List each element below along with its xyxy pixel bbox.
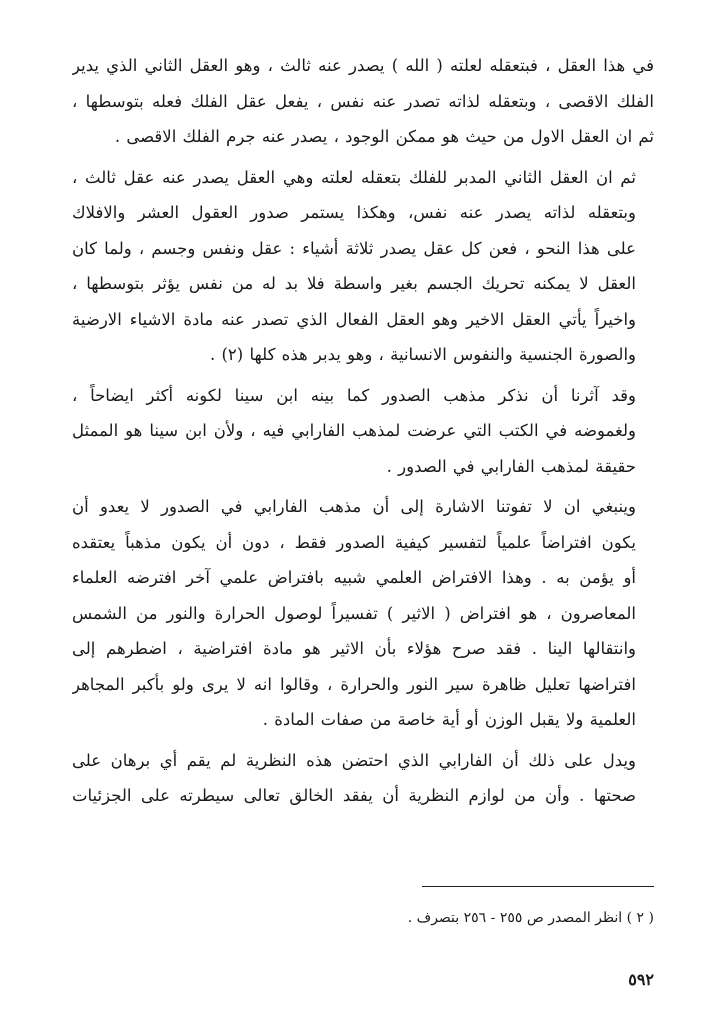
text-line: العقل لا يمكنه تحريك الجسم بغير واسطة فلا بد له من نفس يؤثر بتوسطها ، <box>72 274 636 293</box>
page-number: ٥٩٢ <box>628 970 654 989</box>
text-line: وقد آثرنا أن نذكر مذهب الصدور كما بينه ابن سينا لكونه أكثر ايضاحاً ، <box>72 385 636 405</box>
text-line: ثم ان العقل الثاني المدبر للفلك بتعقله لعلته وهي العقل يصدر عنه عقل ثالث ، <box>72 167 636 187</box>
footnote-divider <box>422 886 654 887</box>
text-line: أو يؤمن به . وهذا الافتراض العلمي شبيه بافتراض علمي آخر افترضه العلماء <box>72 568 636 587</box>
text-line: ولغموضه في الكتب التي عرضت لمذهب الفارابي فيه ، ولأن ابن سينا هو الممثل <box>72 421 636 440</box>
text-line: صحتها . وأن من لوازم النظرية أن يفقد الخالق تعالى سيطرته على الجزئيات <box>72 786 636 805</box>
paragraph-2 <box>72 160 654 373</box>
paragraph-5 <box>72 743 654 814</box>
text-line: حقيقة لمذهب الفارابي في الصدور . <box>386 456 636 476</box>
footnote: ( ٢ ) انظر المصدر ص ٢٥٥ - ٢٥٦ بتصرف . <box>407 910 654 926</box>
paragraph-4 <box>72 489 654 738</box>
paragraph-3 <box>72 378 654 485</box>
text-line: يكون افتراضاً علمياً لتفسير كيفية الصدور فقط ، دون أن يكون مذهباً يعتقده <box>72 532 636 552</box>
text-line: المعاصرون ، هو افتراض ( الاثير ) تفسيراً لوصول الحرارة والنور من الشمس <box>72 603 636 623</box>
text-line: وينبغي ان لا تفوتنا الاشارة إلى أن مذهب الفارابي في الصدور لا يعدو أن <box>72 497 636 516</box>
text-line: ويدل على ذلك أن الفارابي الذي احتضن هذه النظرية لم يقم أي برهان على <box>72 750 636 770</box>
text-line: في هذا العقل ، فبتعقله لعلته ( الله ) يصدر عنه ثالث ، وهو العقل الثاني الذي يدير <box>72 56 654 75</box>
text-line: والصورة الجنسية والنفوس الانسانية ، وهو يدبر هذه كلها (٢) . <box>209 345 636 364</box>
paragraph-1 <box>72 48 654 155</box>
book-page <box>72 48 654 989</box>
text-line: على هذا النحو ، فعن كل عقل يصدر ثلاثة أشياء : عقل ونفس وجسم ، ولما كان <box>72 238 636 258</box>
text-line: افتراضها تعليل ظاهرة سير النور والحرارة ، وقالوا انه لا يرى ولو بأكبر المجاهر <box>72 674 636 694</box>
text-line: العلمية ولا يقبل الوزن أو أية خاصة من صفات المادة . <box>262 710 636 729</box>
text-line: وانتقالها الينا . فقد صرح هؤلاء بأن الاثير هو مادة افتراضية ، اضطرهم إلى <box>72 639 636 658</box>
text-line: واخيراً يأتي العقل الاخير وهو العقل الفعال الذي تصدر عنه مادة الاشياء الارضية <box>72 309 636 329</box>
text-line: الفلك الاقصى ، وبتعقله لذاته تصدر عنه نفس ، يفعل عقل الفلك فعله بتوسطها ، <box>72 91 654 111</box>
text-line: ثم ان العقل الاول من حيث هو ممكن الوجود ، يصدر عنه جرم الفلك الاقصى . <box>114 127 654 146</box>
text-line: وبتعقله لذاته يصدر عنه نفس، وهكذا يستمر صدور العقول العشر والافلاك <box>72 203 636 222</box>
